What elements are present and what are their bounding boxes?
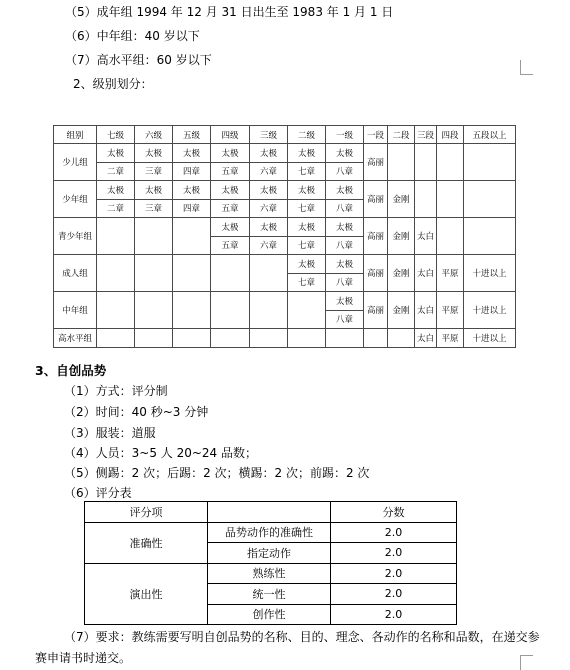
- table-cell: 高丽: [364, 218, 388, 255]
- table-cell: 十进以上: [464, 329, 516, 348]
- table-cell: 统一性: [208, 584, 331, 605]
- text-line: （5）成年组 1994 年 12 月 31 日出生至 1983 年 1 月 1 日: [65, 5, 394, 19]
- column-header: 三级: [250, 126, 288, 144]
- column-header: 七级: [97, 126, 135, 144]
- table-row: [54, 181, 516, 200]
- table-cell: 太极: [326, 292, 364, 311]
- table-cell: [250, 255, 288, 292]
- table-cell: [326, 329, 364, 348]
- table-cell: 太极: [326, 181, 364, 200]
- table-cell: 太极: [97, 144, 135, 163]
- table-cell: 太极: [288, 144, 326, 163]
- group-label: 少年组: [54, 181, 97, 218]
- table-cell: [97, 255, 135, 292]
- table-cell: [211, 329, 250, 348]
- column-header: 分数: [331, 502, 457, 523]
- table-cell: 金刚: [388, 255, 415, 292]
- text-line: （7）高水平组：60 岁以下: [65, 53, 212, 67]
- table-cell: 太白: [415, 255, 437, 292]
- group-label: 中年组: [54, 292, 97, 329]
- table-cell: [415, 181, 437, 218]
- table-cell: 八章: [326, 236, 364, 255]
- table-cell: [208, 502, 331, 523]
- table-cell: [135, 255, 173, 292]
- column-header: 五段以上: [464, 126, 516, 144]
- text-line: （6）中年组：40 岁以下: [65, 29, 200, 43]
- list-item: （3）服装：道服: [64, 426, 156, 440]
- table-cell: 五章: [211, 199, 250, 218]
- table-cell: 金刚: [388, 218, 415, 255]
- table-row: [54, 255, 516, 274]
- table-header-row: [85, 502, 457, 523]
- table-cell: 三章: [135, 162, 173, 181]
- table-row: [54, 329, 516, 348]
- table-cell: 太极: [211, 144, 250, 163]
- table-cell: 太极: [250, 144, 288, 163]
- table-cell: [464, 218, 516, 255]
- table-row: [54, 218, 516, 237]
- column-header: 五级: [173, 126, 211, 144]
- column-header: 四级: [211, 126, 250, 144]
- table-cell: [211, 255, 250, 292]
- score-table: [84, 501, 457, 625]
- table-cell: 八章: [326, 162, 364, 181]
- table-cell: 十进以上: [464, 292, 516, 329]
- table-cell: 太白: [415, 292, 437, 329]
- score-value: 2.0: [331, 563, 457, 584]
- table-cell: 平原: [437, 255, 464, 292]
- table-cell: [97, 329, 135, 348]
- table-cell: 指定动作: [208, 543, 331, 564]
- table-row: [54, 292, 516, 311]
- table-cell: [437, 181, 464, 218]
- table-cell: [437, 144, 464, 181]
- table-cell: 七章: [288, 273, 326, 292]
- table-cell: 平原: [437, 329, 464, 348]
- group-label: 青少年组: [54, 218, 97, 255]
- table-cell: 太极: [250, 218, 288, 237]
- table-cell: 八章: [326, 310, 364, 329]
- list-item: （1）方式：评分制: [64, 384, 168, 398]
- table-cell: 太白: [415, 329, 437, 348]
- group-label: 成人组: [54, 255, 97, 292]
- table-cell: 二章: [97, 162, 135, 181]
- column-header: 评分项: [85, 502, 208, 523]
- table-cell: 五章: [211, 236, 250, 255]
- table-cell: 太极: [326, 255, 364, 274]
- table-cell: 品势动作的准确性: [208, 522, 331, 543]
- group-label: 少儿组: [54, 144, 97, 181]
- table-cell: [97, 292, 135, 329]
- table-cell: 金刚: [388, 181, 415, 218]
- column-header: 三段: [415, 126, 437, 144]
- table-cell: [364, 329, 388, 348]
- table-cell: [211, 292, 250, 329]
- column-header: 二段: [388, 126, 415, 144]
- table-cell: [388, 144, 415, 181]
- column-header: 二级: [288, 126, 326, 144]
- table-cell: 熟练性: [208, 563, 331, 584]
- table-header-row: [54, 126, 516, 144]
- table-cell: [135, 329, 173, 348]
- table-cell: 太极: [97, 181, 135, 200]
- table-cell: [173, 329, 211, 348]
- column-header: 六级: [135, 126, 173, 144]
- table-cell: 六章: [250, 236, 288, 255]
- table-cell: 十进以上: [464, 255, 516, 292]
- table-cell: 太极: [288, 255, 326, 274]
- table-cell: [97, 218, 135, 255]
- table-cell: [464, 144, 516, 181]
- list-item: （5）侧踢：2 次；后踢：2 次；横踢：2 次；前踢：2 次: [64, 466, 370, 480]
- table-cell: [464, 181, 516, 218]
- score-value: 2.0: [331, 543, 457, 564]
- table-cell: 四章: [173, 199, 211, 218]
- page-corner-mark: [520, 655, 533, 670]
- table-cell: 八章: [326, 199, 364, 218]
- table-cell: [135, 218, 173, 255]
- table-cell: 太极: [135, 144, 173, 163]
- page-corner-mark: [520, 60, 533, 75]
- table-row: [85, 563, 457, 584]
- table-cell: [388, 329, 415, 348]
- category-label: 准确性: [85, 522, 208, 563]
- list-item: （6）评分表: [64, 486, 132, 500]
- table-cell: 八章: [326, 273, 364, 292]
- table-cell: 六章: [250, 162, 288, 181]
- column-header: 一段: [364, 126, 388, 144]
- score-value: 2.0: [331, 522, 457, 543]
- table-cell: 太极: [288, 218, 326, 237]
- table-cell: 太极: [135, 181, 173, 200]
- table-cell: 太极: [173, 181, 211, 200]
- table-cell: 太极: [250, 181, 288, 200]
- table-cell: 高丽: [364, 255, 388, 292]
- column-header: 一级: [326, 126, 364, 144]
- table-cell: 太极: [326, 218, 364, 237]
- table-cell: 三章: [135, 199, 173, 218]
- table-cell: 金刚: [388, 292, 415, 329]
- table-cell: 太极: [173, 144, 211, 163]
- requirement-text: （7）要求：教练需要写明自创品势的名称、目的、理念、各动作的名称和品数，在递交参: [64, 630, 540, 644]
- table-cell: 平原: [437, 292, 464, 329]
- table-row: [85, 522, 457, 543]
- table-cell: 太极: [211, 181, 250, 200]
- table-cell: 高丽: [364, 292, 388, 329]
- column-header: 组别: [54, 126, 97, 144]
- table-cell: 太极: [211, 218, 250, 237]
- table-cell: 高丽: [364, 181, 388, 218]
- table-cell: [173, 255, 211, 292]
- table-cell: 高丽: [364, 144, 388, 181]
- category-label: 演出性: [85, 563, 208, 625]
- section-heading: 3、自创品势: [35, 363, 107, 378]
- text-line: 2、级别划分：: [73, 77, 153, 91]
- table-cell: [250, 292, 288, 329]
- table-cell: 七章: [288, 162, 326, 181]
- table-cell: 五章: [211, 162, 250, 181]
- table-cell: [415, 144, 437, 181]
- column-header: 四段: [437, 126, 464, 144]
- table-cell: 六章: [250, 199, 288, 218]
- score-value: 2.0: [331, 584, 457, 605]
- table-cell: [250, 329, 288, 348]
- table-cell: 二章: [97, 199, 135, 218]
- table-cell: 太极: [326, 144, 364, 163]
- table-cell: 太白: [415, 218, 437, 255]
- level-table: [53, 125, 516, 348]
- list-item: （4）人员：3~5 人 20~24 品数；: [64, 446, 257, 460]
- table-cell: [173, 218, 211, 255]
- table-cell: [288, 329, 326, 348]
- table-cell: 七章: [288, 199, 326, 218]
- score-value: 2.0: [331, 604, 457, 625]
- table-cell: [173, 292, 211, 329]
- table-cell: 创作性: [208, 604, 331, 625]
- table-cell: 七章: [288, 236, 326, 255]
- table-row: [54, 144, 516, 163]
- list-item: （2）时间：40 秒~3 分钟: [64, 405, 209, 419]
- table-cell: [288, 292, 326, 329]
- table-cell: 四章: [173, 162, 211, 181]
- table-cell: [135, 292, 173, 329]
- requirement-text: 赛申请书时递交。: [35, 651, 132, 665]
- group-label: 高水平组: [54, 329, 97, 348]
- table-cell: 太极: [288, 181, 326, 200]
- table-cell: [437, 218, 464, 255]
